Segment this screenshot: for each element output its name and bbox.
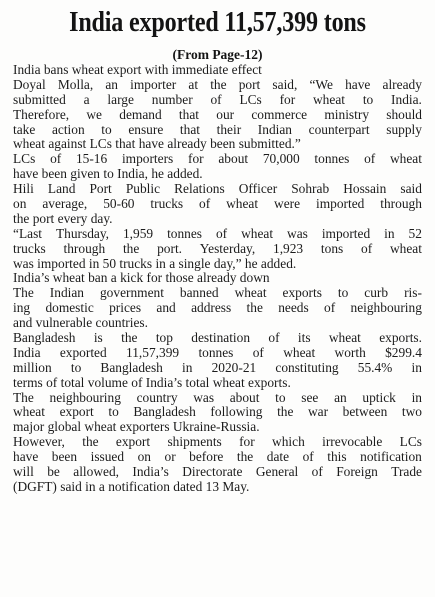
article-word: wheat [389,241,422,256]
article-line: have been given to India, he added. [13,167,203,182]
article-word: of [210,92,222,107]
article-word: about [218,152,249,167]
headline: India exported 11,57,399 tons [69,7,366,38]
article-word: Foreign [336,465,378,480]
article-word: the [236,450,254,465]
article-word: the [122,241,140,256]
article-word: in [182,360,193,375]
article-word: this [327,450,347,465]
article-line: major global wheat exporters Ukraine-Russia. [13,420,260,435]
article-word: through [63,241,106,256]
article-word: the [210,77,227,92]
article-word: irrevocable [322,435,383,450]
article-body [13,63,422,495]
article-word: or [164,450,176,465]
article-word: an [334,390,347,405]
article-word: Officer [238,182,278,197]
article-word: should [386,107,422,122]
article-line [13,108,422,123]
article-word: wheat [328,331,361,346]
article-word: action [51,122,85,137]
article-line [13,93,422,108]
article-word: for [239,435,255,450]
article-word: of [311,465,323,480]
article-word: Thursday, [55,226,110,241]
article-word: date [266,450,290,465]
article-word: to [362,92,374,107]
article-word: export [115,435,151,450]
article-word: wheat [13,405,45,420]
article-line [13,405,422,420]
article-word: Relations [174,182,225,197]
article-line [13,361,422,376]
article-word: India [13,345,41,360]
article-word: neighbouring [350,301,422,316]
article-line [13,391,422,406]
article-word: curb [364,286,389,301]
article-word: tons [320,241,344,256]
article-word: million [13,360,52,375]
article-word: on [13,197,27,212]
article-word: trucks [150,197,184,212]
article-word: worth [334,345,366,360]
article-word: “We [309,77,333,92]
article-word: allowed, [73,465,120,480]
article-word: ris- [404,286,422,301]
article-word: Indian [257,122,293,137]
article-word: importers [121,152,174,167]
article-word: 50-60 [103,197,135,212]
article-word: see [301,390,319,405]
article-word: be [47,465,60,480]
article-word: in [411,390,422,405]
article-word: wheat [283,345,316,360]
article-line [13,78,422,93]
article-word: Bangladesh [133,405,196,420]
article-word: submitted [13,92,66,107]
article-line: terms of total volume of India’s total wheat exports. [13,375,291,390]
article-word: shipments [167,435,222,450]
article-word: counterpart [308,122,370,137]
article-word: and [156,301,176,316]
article-line: wheat against LCs that have already been submitted.” [13,137,301,152]
article-word: the [82,435,99,450]
article-word: Indian [49,286,85,301]
article-word: wheat [241,226,274,241]
article-word: was [287,226,308,241]
article-word: top [155,331,173,346]
article-word: Trade [391,465,422,480]
article-word: to [337,286,349,301]
article-word: The [13,286,34,301]
article-word: Therefore, [13,107,70,122]
article-word: port. [157,241,183,256]
article-word: of [364,152,376,167]
article-word: number [151,92,193,107]
article-line: and vulnerable countries. [13,316,148,331]
article-word: 2020-21 [211,360,257,375]
article-word: of [252,345,264,360]
article-word: their [216,122,242,137]
article-word: the [246,301,263,316]
article-word: a [83,92,90,107]
article-word: large [107,92,134,107]
article-word: its [297,331,311,346]
article-word: ministry [324,107,370,122]
article-word: for [188,152,204,167]
article-word: domestic [45,301,94,316]
article-word: was [193,390,215,405]
article-line [13,123,422,138]
article-word: the [277,405,294,420]
article-word: Yesterday, [199,241,256,256]
article-word: war [308,405,329,420]
article-word: take [13,122,36,137]
article-line: (DGFT) said in a notification dated 13 May. [13,479,250,494]
article-word: is [93,331,103,346]
article-word: India’s [132,465,169,480]
article-word: in [411,360,422,375]
article-word: banned [179,286,219,301]
article-word: General [255,465,299,480]
article-word: LCs [239,92,262,107]
article-word: between [342,405,388,420]
article-word: have [345,77,371,92]
article-word: wheat [313,92,345,107]
article-word: $299.4 [385,345,422,360]
article-word: 1,923 [273,241,304,256]
article-word: wheat [226,197,259,212]
article-word: about [229,390,260,405]
article-word: an [105,77,118,92]
article-word: that [179,122,200,137]
article-word: Hili [13,182,34,197]
article-word: to [108,405,119,420]
article-word: Hossain [343,182,387,197]
article-line [13,346,422,361]
article-word: wheat [234,286,267,301]
article-word: neighbouring [49,390,121,405]
article-word: port [238,77,261,92]
article-line [13,450,422,465]
article-word: government [99,286,164,301]
article-word: Public [125,182,161,197]
article-word: of [50,152,62,167]
article-word: exports [282,286,322,301]
article-word: have [13,450,39,465]
article-line [13,301,422,316]
article-word: destination [191,331,251,346]
article-word: that [178,107,199,122]
article-word: The [13,390,34,405]
article-word: tonnes [314,152,350,167]
article-word: Molla, [57,77,94,92]
article-word: to [275,390,286,405]
article-word: ing [13,301,31,316]
article-word: However, [13,435,65,450]
article-word: imported [321,226,371,241]
article-line [13,286,422,301]
article-word: the [121,331,138,346]
article-word: two [401,405,422,420]
article-line: the port every day. [13,211,113,226]
article-word: said [400,182,422,197]
article-word: wheat [390,152,422,167]
article-word: commerce [251,107,308,122]
article-word: of [268,331,280,346]
article-word: Bangladesh [13,331,76,346]
article-word: address [191,301,232,316]
article-word: will [13,465,34,480]
article-word: exported [59,345,107,360]
article-line: India’s wheat ban a kick for those already down [13,271,270,286]
article-word: of [215,226,228,241]
article-word: tonnes [167,226,203,241]
article-word: following [210,405,263,420]
article-line [13,435,422,450]
article-word: country [136,390,178,405]
article-line [13,152,422,167]
article-line [13,465,422,480]
article-word: needs [278,301,309,316]
article-line [13,242,422,257]
article-word: Doyal [13,77,46,92]
article-word: Bangladesh [100,360,163,375]
article-word: uptick [362,390,396,405]
article-line: was imported in 50 trucks in a single day,” he added. [13,256,297,271]
article-word: our [216,107,235,122]
article-word: LCs [13,152,36,167]
article-word: we [86,107,103,122]
article-line [13,331,422,346]
article-word: were [274,197,301,212]
article-word: of [324,301,336,316]
article-word: on [137,450,151,465]
article-word: ensure [128,122,164,137]
article-word: constituting [275,360,339,375]
article-word: for [279,92,296,107]
article-word: of [361,241,373,256]
article-word: before [189,450,224,465]
article-word: 70,000 [262,152,300,167]
article-word: been [51,450,78,465]
article-word: of [302,450,314,465]
article-word: Sohrab [291,182,330,197]
article-word: at [188,77,199,92]
article-word: prices [109,301,142,316]
article-word: Land [47,182,76,197]
article-line [13,197,422,212]
article-word: to [101,122,112,137]
article-word: tonnes [198,345,234,360]
article-word: which [272,435,305,450]
article-word: India. [391,92,422,107]
article-word: demand [119,107,162,122]
article-word: importer [130,77,177,92]
article-word: Port [89,182,112,197]
article-word: notification [360,450,422,465]
continuation-note: (From Page-12) [172,47,263,62]
article-word: 55.4% [357,360,393,375]
article-line: India bans wheat export with immediate effect [13,63,262,77]
article-word: trucks [13,241,46,256]
article-word: through [380,197,422,212]
article-word: in [384,226,395,241]
article-word: of [199,197,211,212]
article-word: imported [315,197,365,212]
article-word: export [59,405,94,420]
article-word: supply [386,122,422,137]
article-word: already [382,77,422,92]
article-word: average, [42,197,88,212]
article-word: exports. [379,331,422,346]
article-word: said, [272,77,298,92]
article-word: “Last [13,226,42,241]
article-word: 52 [408,226,422,241]
article-word: 1,959 [122,226,154,241]
article-line [13,227,422,242]
article-line [13,182,422,197]
article-word: 11,57,399 [126,345,180,360]
article-word: Directorate [182,465,243,480]
article-word: LCs [399,435,422,450]
article-word: to [70,360,82,375]
article-word: 15-16 [75,152,108,167]
article-word: issued [90,450,125,465]
